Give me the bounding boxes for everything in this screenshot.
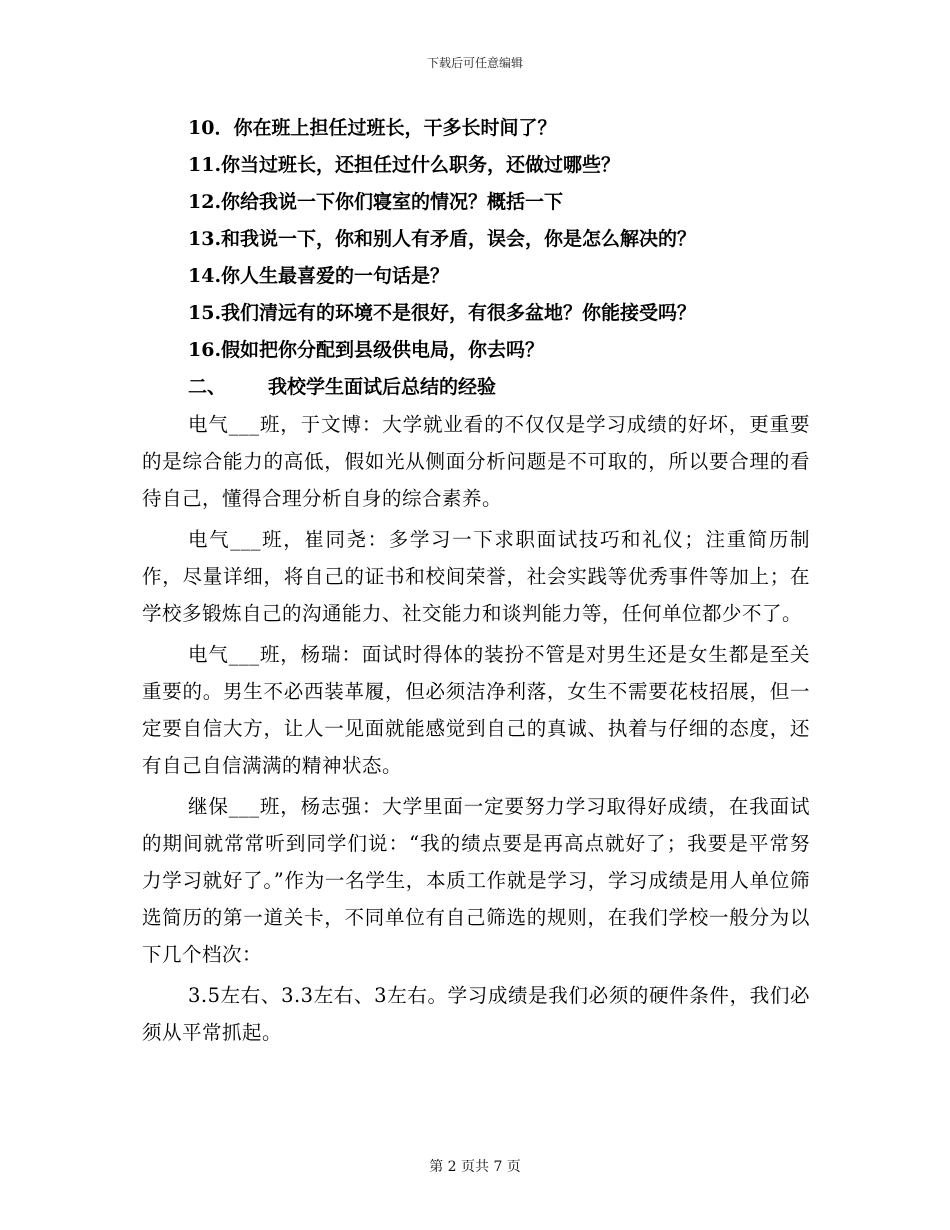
paragraph: 电气___班，杨瑞：面试时得体的装扮不管是对男生还是女生都是至关重要的。男生不必西装革履，但必须洁净利落，女生不需要花枝招展，但一定要自信大方，让人一见面就能感觉到自己的真诚、执着与仔细的态度，还有自己自信满满的精神状态。 [142, 643, 810, 777]
paragraph: 继保___班，杨志强：大学里面一定要努力学习取得好成绩，在我面试的期间就常常听到同学们说：“我的绩点要是再高点就好了；我要是平常努力学习就好了。”作为一名学生，本质工作就是学习，学习成绩是用人单位筛选简历的第一道关卡，不同单位有自己筛选的规则，在我们学校一般分为以下几个档次： [142, 795, 810, 966]
question-item: 15.我们清远有的环境不是很好，有很多盆地？你能接受吗？ [188, 302, 697, 324]
section-heading [188, 369, 810, 406]
paragraph: 3.5左右、3.3左右、3左右。学习成绩是我们必须的硬件条件，我们必须从平常抓起。 [142, 984, 810, 1044]
question-item: 11.你当过班长，还担任过什么职务，还做过哪些？ [188, 154, 621, 176]
document-body [142, 110, 810, 1055]
page-header: 下载后可任意编辑 [426, 56, 523, 70]
section-number: 二、 [188, 376, 227, 398]
page-footer: 第 2 页共 7 页 [429, 1159, 521, 1175]
question-item: 12.你给我说一下你们寝室的情况？概括一下 [188, 191, 564, 213]
paragraph: 电气___班，崔同尧：多学习一下求职面试技巧和礼仪；注重简历制作，尽量详细，将自己的证书和校间荣誉，社会实践等优秀事件等加上；在学校多锻炼自己的沟通能力、社交能力和谈判能力等，任何单位都少不了。 [142, 528, 810, 625]
question-item: 16.假如把你分配到县级供电局，你去吗？ [188, 339, 545, 361]
paragraph: 电气___班，于文博：大学就业看的不仅仅是学习成绩的好坏，更重要的是综合能力的高低，假如光从侧面分析问题是不可取的，所以要合理的看待自己，懂得合理分析自身的综合素养。 [142, 413, 810, 510]
question-item: 10．你在班上担任过班长，干多长时间了？ [188, 117, 557, 139]
section-title: 我校学生面试后总结的经验 [268, 376, 497, 398]
question-item: 14.你人生最喜爱的一句话是？ [188, 265, 450, 287]
question-item: 13.和我说一下，你和别人有矛盾，误会，你是怎么解决的？ [188, 228, 697, 250]
